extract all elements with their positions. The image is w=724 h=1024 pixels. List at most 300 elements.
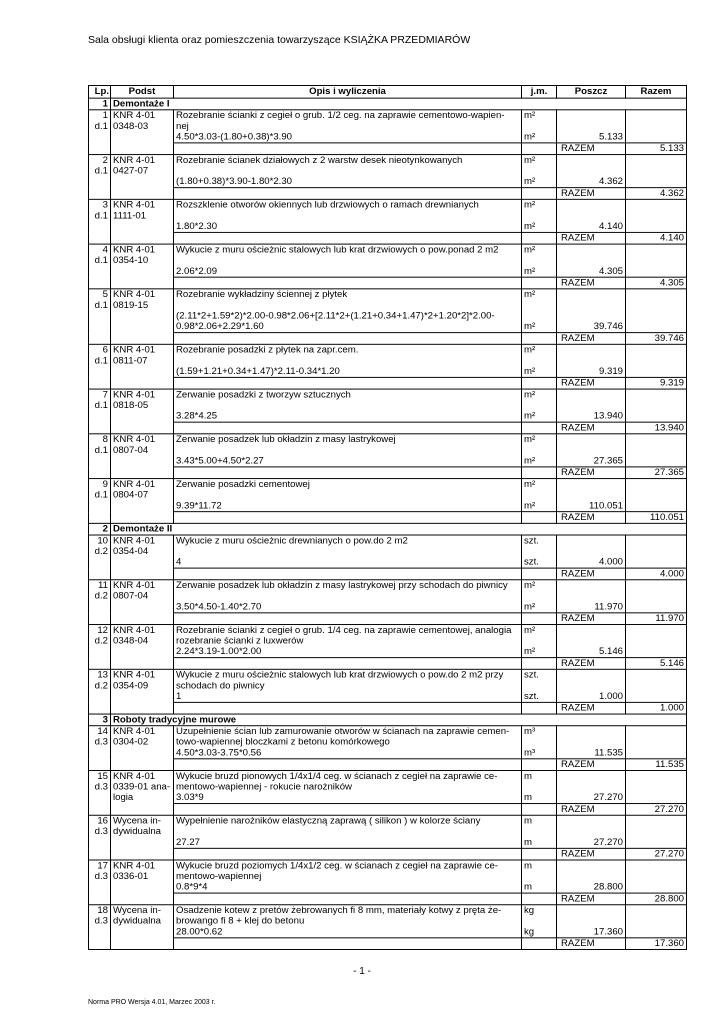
item-lp-number: 18 bbox=[97, 905, 108, 916]
item-calc-line: (1.80+0.38)*3.90-1.80*2.30 bbox=[176, 176, 293, 188]
razem-opis-empty bbox=[174, 702, 522, 714]
item-poszcz: 11.970 bbox=[557, 580, 626, 613]
razem-podst-empty bbox=[111, 232, 174, 244]
razem-lp-empty bbox=[89, 702, 111, 714]
item-podst bbox=[111, 479, 174, 512]
item-opis-line: schodach do piwnicy bbox=[176, 680, 265, 692]
item-opis-line: Wykucie z muru ościeżnic drewnianych o pow.do 2 m2 bbox=[176, 535, 408, 547]
razem-opis-empty bbox=[174, 188, 522, 200]
item-jm bbox=[522, 860, 557, 893]
item-podst-line: KNR 4-01 bbox=[113, 770, 156, 782]
razem-value: 27.365 bbox=[626, 467, 687, 479]
item-podst-line: KNR 4-01 bbox=[113, 535, 156, 547]
razem-row bbox=[89, 893, 687, 905]
item-lp-number: 13 bbox=[97, 669, 108, 681]
item-spacer bbox=[176, 166, 519, 177]
item-jm bbox=[522, 344, 557, 377]
item-poszcz: 4.140 bbox=[557, 199, 626, 232]
razem-opis-empty bbox=[174, 893, 522, 905]
section-title: Roboty tradycyjne murowe bbox=[111, 714, 687, 726]
col-header-podst: Podst bbox=[111, 85, 174, 98]
razem-opis-empty bbox=[174, 804, 522, 816]
razem-podst-empty bbox=[111, 512, 174, 524]
item-lp bbox=[89, 726, 111, 759]
item-opis-line: Rozszklenie otworów okiennych lub drzwiowych o ramach drewnianych bbox=[176, 199, 479, 211]
item-row bbox=[89, 479, 687, 512]
razem-label: RAZEM bbox=[557, 188, 626, 200]
item-lp-division: d.3 bbox=[94, 736, 108, 748]
razem-label: RAZEM bbox=[557, 277, 626, 289]
section-row bbox=[89, 714, 687, 726]
item-razem-empty bbox=[626, 344, 687, 377]
item-podst-line: 0354-09 bbox=[113, 680, 149, 692]
item-calc-line: 0.8*9*4 bbox=[176, 881, 208, 893]
razem-lp-empty bbox=[89, 333, 111, 345]
item-podst-line: 0807-04 bbox=[113, 445, 149, 456]
item-opis bbox=[174, 479, 522, 512]
item-lp-number: 8 bbox=[102, 434, 108, 446]
razem-lp-empty bbox=[89, 467, 111, 479]
item-podst-line: 0348-04 bbox=[113, 635, 149, 647]
item-opis bbox=[174, 726, 522, 759]
razem-lp-empty bbox=[89, 848, 111, 860]
item-lp-number: 4 bbox=[102, 244, 108, 256]
razem-podst-empty bbox=[111, 658, 174, 670]
item-podst-line: Wycena in- bbox=[113, 905, 161, 916]
item-lp bbox=[89, 625, 111, 658]
razem-jm-empty bbox=[522, 232, 557, 244]
item-lp-division: d.1 bbox=[94, 165, 108, 177]
item-podst bbox=[111, 110, 174, 143]
col-header-jm: j.m. bbox=[522, 85, 557, 98]
item-opis bbox=[174, 625, 522, 658]
item-opis bbox=[174, 815, 522, 848]
item-podst-line: KNR 4-01 bbox=[113, 155, 156, 166]
razem-value: 4.000 bbox=[626, 568, 687, 580]
section-title: Demontaże I bbox=[111, 98, 687, 110]
razem-value: 13.940 bbox=[626, 422, 687, 434]
item-opis-line: Zerwanie posadzki z tworzyw sztucznych bbox=[176, 389, 351, 401]
item-podst bbox=[111, 625, 174, 658]
razem-jm-empty bbox=[522, 377, 557, 389]
razem-opis-empty bbox=[174, 143, 522, 155]
item-opis bbox=[174, 389, 522, 422]
item-calc-line: 4.50*3.03-(1.80+0.38)*3.90 bbox=[176, 131, 293, 143]
item-lp-division: d.1 bbox=[94, 400, 108, 411]
item-podst-line: 0807-04 bbox=[113, 590, 149, 602]
item-spacer bbox=[176, 400, 519, 411]
razem-jm-empty bbox=[522, 702, 557, 714]
razem-value: 1.000 bbox=[626, 702, 687, 714]
item-lp-division: d.3 bbox=[94, 915, 108, 927]
item-razem-empty bbox=[626, 289, 687, 333]
item-lp-number: 16 bbox=[97, 815, 108, 827]
item-podst bbox=[111, 289, 174, 333]
razem-opis-empty bbox=[174, 377, 522, 389]
item-opis bbox=[174, 344, 522, 377]
item-podst bbox=[111, 389, 174, 422]
razem-value: 27.270 bbox=[626, 804, 687, 816]
item-lp-division: d.1 bbox=[94, 210, 108, 222]
item-calc-line: 3.03*9 bbox=[176, 792, 204, 804]
razem-jm-empty bbox=[522, 613, 557, 625]
razem-jm-empty bbox=[522, 848, 557, 860]
razem-podst-empty bbox=[111, 702, 174, 714]
item-row bbox=[89, 669, 687, 702]
item-lp bbox=[89, 434, 111, 467]
item-calc-line: 1.80*2.30 bbox=[176, 221, 218, 232]
item-podst-line: 0339-01 ana- bbox=[113, 781, 171, 793]
item-row bbox=[89, 860, 687, 893]
item-lp-number: 5 bbox=[102, 289, 108, 301]
item-lp-division: d.1 bbox=[94, 489, 108, 501]
razem-label: RAZEM bbox=[557, 613, 626, 625]
item-podst-line: KNR 4-01 bbox=[113, 434, 156, 446]
item-opis-line: Zerwanie posadzek lub okładzin z masy lastrykowej przy schodach do piwnicy bbox=[176, 580, 508, 591]
item-opis bbox=[174, 155, 522, 188]
item-jm-top: szt. bbox=[524, 669, 539, 681]
item-opis-line: Zerwanie posadzki cementowej bbox=[176, 479, 310, 490]
item-lp bbox=[89, 244, 111, 277]
item-podst-line: 1111-01 bbox=[113, 210, 147, 222]
item-podst-line: KNR 4-01 bbox=[113, 580, 156, 591]
razem-value: 17.360 bbox=[626, 938, 687, 950]
item-jm-bottom: m³ bbox=[524, 747, 536, 759]
item-poszcz: 27.270 bbox=[557, 815, 626, 848]
razem-row bbox=[89, 658, 687, 670]
item-row bbox=[89, 905, 687, 938]
item-podst-line: KNR 4-01 bbox=[113, 244, 156, 256]
razem-jm-empty bbox=[522, 938, 557, 950]
item-podst-line: logia bbox=[113, 792, 134, 804]
item-lp-division: d.1 bbox=[94, 445, 108, 456]
item-razem-empty bbox=[626, 434, 687, 467]
table-header-row bbox=[89, 85, 687, 98]
item-jm-top: m bbox=[524, 815, 532, 827]
item-poszcz: 39.746 bbox=[557, 289, 626, 333]
item-jm-bottom: m² bbox=[524, 410, 536, 422]
item-calc-line: 0.98*2.06+2.29*1.60 bbox=[176, 321, 264, 333]
item-poszcz: 17.360 bbox=[557, 905, 626, 938]
item-row bbox=[89, 726, 687, 759]
item-lp bbox=[89, 905, 111, 938]
razem-lp-empty bbox=[89, 277, 111, 289]
item-opis bbox=[174, 535, 522, 568]
razem-opis-empty bbox=[174, 613, 522, 625]
razem-lp-empty bbox=[89, 893, 111, 905]
item-jm-bottom: m² bbox=[524, 221, 536, 232]
item-lp-division: d.1 bbox=[94, 355, 108, 367]
item-opis-line: mentowo-wapiennej - rokucie narożników bbox=[176, 781, 352, 793]
razem-value: 4.362 bbox=[626, 188, 687, 200]
table-body bbox=[89, 98, 687, 949]
item-podst bbox=[111, 244, 174, 277]
item-jm-bottom: m² bbox=[524, 131, 536, 143]
razem-opis-empty bbox=[174, 232, 522, 244]
item-podst bbox=[111, 155, 174, 188]
item-row bbox=[89, 155, 687, 188]
item-lp-division: d.3 bbox=[94, 781, 108, 793]
razem-opis-empty bbox=[174, 759, 522, 771]
item-calc-line: (1.59+1.21+0.34+1.47)*2.11-0.34*1.20 bbox=[176, 366, 340, 377]
razem-opis-empty bbox=[174, 422, 522, 434]
item-row bbox=[89, 580, 687, 613]
razem-podst-empty bbox=[111, 804, 174, 816]
item-calc-line: 3.50*4.50-1.40*2.70 bbox=[176, 601, 262, 613]
przedmiar-table bbox=[88, 85, 687, 950]
item-jm-bottom: m bbox=[524, 792, 532, 804]
item-poszcz: 110.051 bbox=[557, 479, 626, 512]
razem-podst-empty bbox=[111, 568, 174, 580]
item-jm-top: szt. bbox=[524, 535, 539, 547]
item-lp-number: 15 bbox=[97, 770, 108, 782]
item-podst-line: 0811-07 bbox=[113, 355, 148, 367]
item-razem-empty bbox=[626, 770, 687, 803]
razem-lp-empty bbox=[89, 759, 111, 771]
razem-label: RAZEM bbox=[557, 512, 626, 524]
item-jm-top: m bbox=[524, 860, 532, 872]
item-lp-division: d.1 bbox=[94, 121, 108, 132]
item-podst bbox=[111, 905, 174, 938]
item-jm bbox=[522, 815, 557, 848]
item-lp bbox=[89, 344, 111, 377]
razem-opis-empty bbox=[174, 848, 522, 860]
item-jm bbox=[522, 905, 557, 938]
item-jm-top: m³ bbox=[524, 726, 536, 737]
razem-lp-empty bbox=[89, 938, 111, 950]
item-podst-line: KNR 4-01 bbox=[113, 479, 156, 490]
razem-podst-empty bbox=[111, 277, 174, 289]
item-opis bbox=[174, 434, 522, 467]
item-lp-number: 11 bbox=[98, 580, 108, 591]
razem-label: RAZEM bbox=[557, 759, 626, 771]
item-calc-line: 4 bbox=[176, 556, 182, 568]
item-jm bbox=[522, 535, 557, 568]
item-spacer bbox=[176, 826, 519, 837]
item-opis-line: Rozebranie wykładziny ściennej z płytek bbox=[176, 289, 348, 301]
item-opis bbox=[174, 770, 522, 803]
item-lp bbox=[89, 199, 111, 232]
razem-row bbox=[89, 143, 687, 155]
item-podst bbox=[111, 434, 174, 467]
item-lp-division: d.2 bbox=[94, 590, 108, 602]
razem-podst-empty bbox=[111, 938, 174, 950]
section-number: 1 bbox=[89, 98, 111, 110]
item-jm-top: m² bbox=[524, 199, 536, 211]
item-razem-empty bbox=[626, 244, 687, 277]
item-opis-line: browango fi 8 + klej do betonu bbox=[176, 915, 305, 927]
item-jm-bottom: m² bbox=[524, 500, 536, 512]
razem-label: RAZEM bbox=[557, 333, 626, 345]
item-calc-line: 4.50*3.03-3.75*0.56 bbox=[176, 747, 262, 759]
razem-label: RAZEM bbox=[557, 893, 626, 905]
item-podst-line: KNR 4-01 bbox=[113, 860, 156, 872]
razem-podst-empty bbox=[111, 422, 174, 434]
item-jm-top: m² bbox=[524, 110, 536, 122]
razem-value: 11.535 bbox=[626, 759, 687, 771]
item-jm bbox=[522, 479, 557, 512]
item-spacer bbox=[176, 355, 519, 366]
razem-podst-empty bbox=[111, 467, 174, 479]
item-opis bbox=[174, 580, 522, 613]
razem-row bbox=[89, 938, 687, 950]
razem-label: RAZEM bbox=[557, 422, 626, 434]
item-jm-bottom: m bbox=[524, 837, 532, 848]
item-opis bbox=[174, 860, 522, 893]
item-razem-empty bbox=[626, 860, 687, 893]
item-opis-line: Wykucie z muru ościeżnic stalowych lub krat drzwiowych o pow.ponad 2 m2 bbox=[176, 244, 499, 256]
razem-row bbox=[89, 377, 687, 389]
item-podst-line: 0304-02 bbox=[113, 736, 149, 748]
razem-lp-empty bbox=[89, 377, 111, 389]
item-opis-line: Rozebranie ścianki z cegieł o grub. 1/4 ceg. na zaprawie cementowej, analogia bbox=[176, 625, 512, 636]
razem-label: RAZEM bbox=[557, 658, 626, 670]
razem-value: 4.140 bbox=[626, 232, 687, 244]
item-opis-line: mentowo-wapiennej bbox=[176, 871, 262, 882]
item-opis-line: Rozebranie posadzki z płytek na zapr.cem. bbox=[176, 344, 359, 356]
item-jm-top: m² bbox=[524, 289, 536, 301]
item-opis-line: Wypełnienie narożników elastyczną zaprawą ( silikon ) w kolorze ściany bbox=[176, 815, 481, 827]
item-jm-top: m² bbox=[524, 155, 536, 166]
item-lp bbox=[89, 155, 111, 188]
item-lp bbox=[89, 580, 111, 613]
razem-label: RAZEM bbox=[557, 848, 626, 860]
section-title: Demontaże II bbox=[111, 523, 687, 535]
razem-row bbox=[89, 188, 687, 200]
item-jm bbox=[522, 726, 557, 759]
item-podst-line: 0336-01 bbox=[113, 871, 149, 882]
item-podst bbox=[111, 535, 174, 568]
item-jm bbox=[522, 244, 557, 277]
item-podst-line: 0354-10 bbox=[113, 255, 149, 266]
item-row bbox=[89, 535, 687, 568]
item-poszcz: 4.362 bbox=[557, 155, 626, 188]
item-razem-empty bbox=[626, 535, 687, 568]
item-row bbox=[89, 389, 687, 422]
razem-lp-empty bbox=[89, 188, 111, 200]
razem-label: RAZEM bbox=[557, 938, 626, 950]
razem-podst-empty bbox=[111, 333, 174, 345]
item-spacer bbox=[176, 591, 519, 602]
item-jm-bottom: kg bbox=[524, 926, 535, 938]
item-jm bbox=[522, 199, 557, 232]
item-razem-empty bbox=[626, 726, 687, 759]
razem-jm-empty bbox=[522, 759, 557, 771]
item-lp-number: 6 bbox=[102, 344, 108, 356]
col-header-opis: Opis i wyliczenia bbox=[174, 85, 522, 98]
item-opis-line: Uzupełnienie ścian lub zamurowanie otworów w ścianach na zaprawie cemen- bbox=[176, 726, 510, 737]
razem-value: 4.305 bbox=[626, 277, 687, 289]
razem-row bbox=[89, 277, 687, 289]
item-opis-line: towo-wapiennej bloczkami z betonu komórkowego bbox=[176, 736, 390, 748]
item-opis bbox=[174, 199, 522, 232]
razem-label: RAZEM bbox=[557, 804, 626, 816]
item-poszcz: 28.800 bbox=[557, 860, 626, 893]
item-opis-line: Wykucie bruzd pionowych 1/4x1/4 ceg. w ścianach z cegieł na zaprawie ce- bbox=[176, 770, 498, 782]
item-jm-bottom: szt. bbox=[524, 556, 539, 568]
item-opis bbox=[174, 110, 522, 143]
item-opis-line: Zerwanie posadzek lub okładzin z masy lastrykowej bbox=[176, 434, 396, 446]
razem-row bbox=[89, 568, 687, 580]
razem-value: 5.146 bbox=[626, 658, 687, 670]
item-row bbox=[89, 770, 687, 803]
item-opis-line: Rozebranie ścianek działowych z 2 warstw desek nieotynkowanych bbox=[176, 155, 463, 166]
item-lp bbox=[89, 815, 111, 848]
item-poszcz: 11.535 bbox=[557, 726, 626, 759]
item-row bbox=[89, 244, 687, 277]
item-podst-line: 0804-07 bbox=[113, 489, 149, 501]
razem-value: 28.800 bbox=[626, 893, 687, 905]
item-lp-division: d.2 bbox=[94, 635, 108, 647]
item-lp bbox=[89, 669, 111, 702]
razem-label: RAZEM bbox=[557, 232, 626, 244]
item-podst bbox=[111, 770, 174, 803]
item-jm-top: m² bbox=[524, 344, 536, 356]
item-lp-division: d.2 bbox=[94, 680, 108, 692]
item-opis-line: Wykucie z muru ościeżnic stalowych lub krat drzwiowych o pow.do 2 m2 przy bbox=[176, 669, 504, 681]
item-lp-division: d.3 bbox=[94, 826, 108, 838]
item-razem-empty bbox=[626, 479, 687, 512]
item-poszcz: 4.305 bbox=[557, 244, 626, 277]
razem-row bbox=[89, 422, 687, 434]
item-lp-number: 12 bbox=[97, 625, 108, 636]
item-jm bbox=[522, 625, 557, 658]
razem-jm-empty bbox=[522, 512, 557, 524]
item-row bbox=[89, 625, 687, 658]
item-lp bbox=[89, 389, 111, 422]
item-jm-bottom: m² bbox=[524, 601, 536, 613]
item-opis-line: nej bbox=[176, 121, 189, 132]
razem-lp-empty bbox=[89, 613, 111, 625]
razem-jm-empty bbox=[522, 422, 557, 434]
razem-row bbox=[89, 467, 687, 479]
razem-opis-empty bbox=[174, 467, 522, 479]
item-poszcz: 27.365 bbox=[557, 434, 626, 467]
item-jm-top: m² bbox=[524, 389, 536, 401]
item-razem-empty bbox=[626, 669, 687, 702]
page-number: - 1 - bbox=[353, 966, 371, 977]
item-jm bbox=[522, 110, 557, 143]
item-jm bbox=[522, 389, 557, 422]
item-lp bbox=[89, 289, 111, 333]
item-lp-division: d.3 bbox=[94, 871, 108, 882]
razem-lp-empty bbox=[89, 512, 111, 524]
item-jm bbox=[522, 155, 557, 188]
item-podst-line: 0354-04 bbox=[113, 546, 149, 557]
item-row bbox=[89, 344, 687, 377]
razem-podst-empty bbox=[111, 613, 174, 625]
razem-label: RAZEM bbox=[557, 377, 626, 389]
item-opis bbox=[174, 669, 522, 702]
item-opis-line: Rozebranie ścianki z cegieł o grub. 1/2 ceg. na zaprawie cementowo-wapien- bbox=[176, 110, 505, 122]
section-number: 3 bbox=[89, 714, 111, 726]
item-calc-line: 1 bbox=[176, 691, 182, 702]
item-jm-bottom: m² bbox=[524, 176, 536, 188]
item-podst bbox=[111, 199, 174, 232]
item-lp bbox=[89, 770, 111, 803]
item-podst bbox=[111, 344, 174, 377]
item-jm-bottom: m² bbox=[524, 321, 536, 333]
item-razem-empty bbox=[626, 389, 687, 422]
item-row bbox=[89, 815, 687, 848]
razem-podst-empty bbox=[111, 377, 174, 389]
item-podst-line: dywidualna bbox=[113, 826, 162, 838]
item-calc-line: 2.06*2.09 bbox=[176, 265, 218, 277]
razem-row bbox=[89, 848, 687, 860]
item-jm-bottom: m² bbox=[524, 366, 536, 377]
razem-opis-empty bbox=[174, 333, 522, 345]
razem-lp-empty bbox=[89, 804, 111, 816]
